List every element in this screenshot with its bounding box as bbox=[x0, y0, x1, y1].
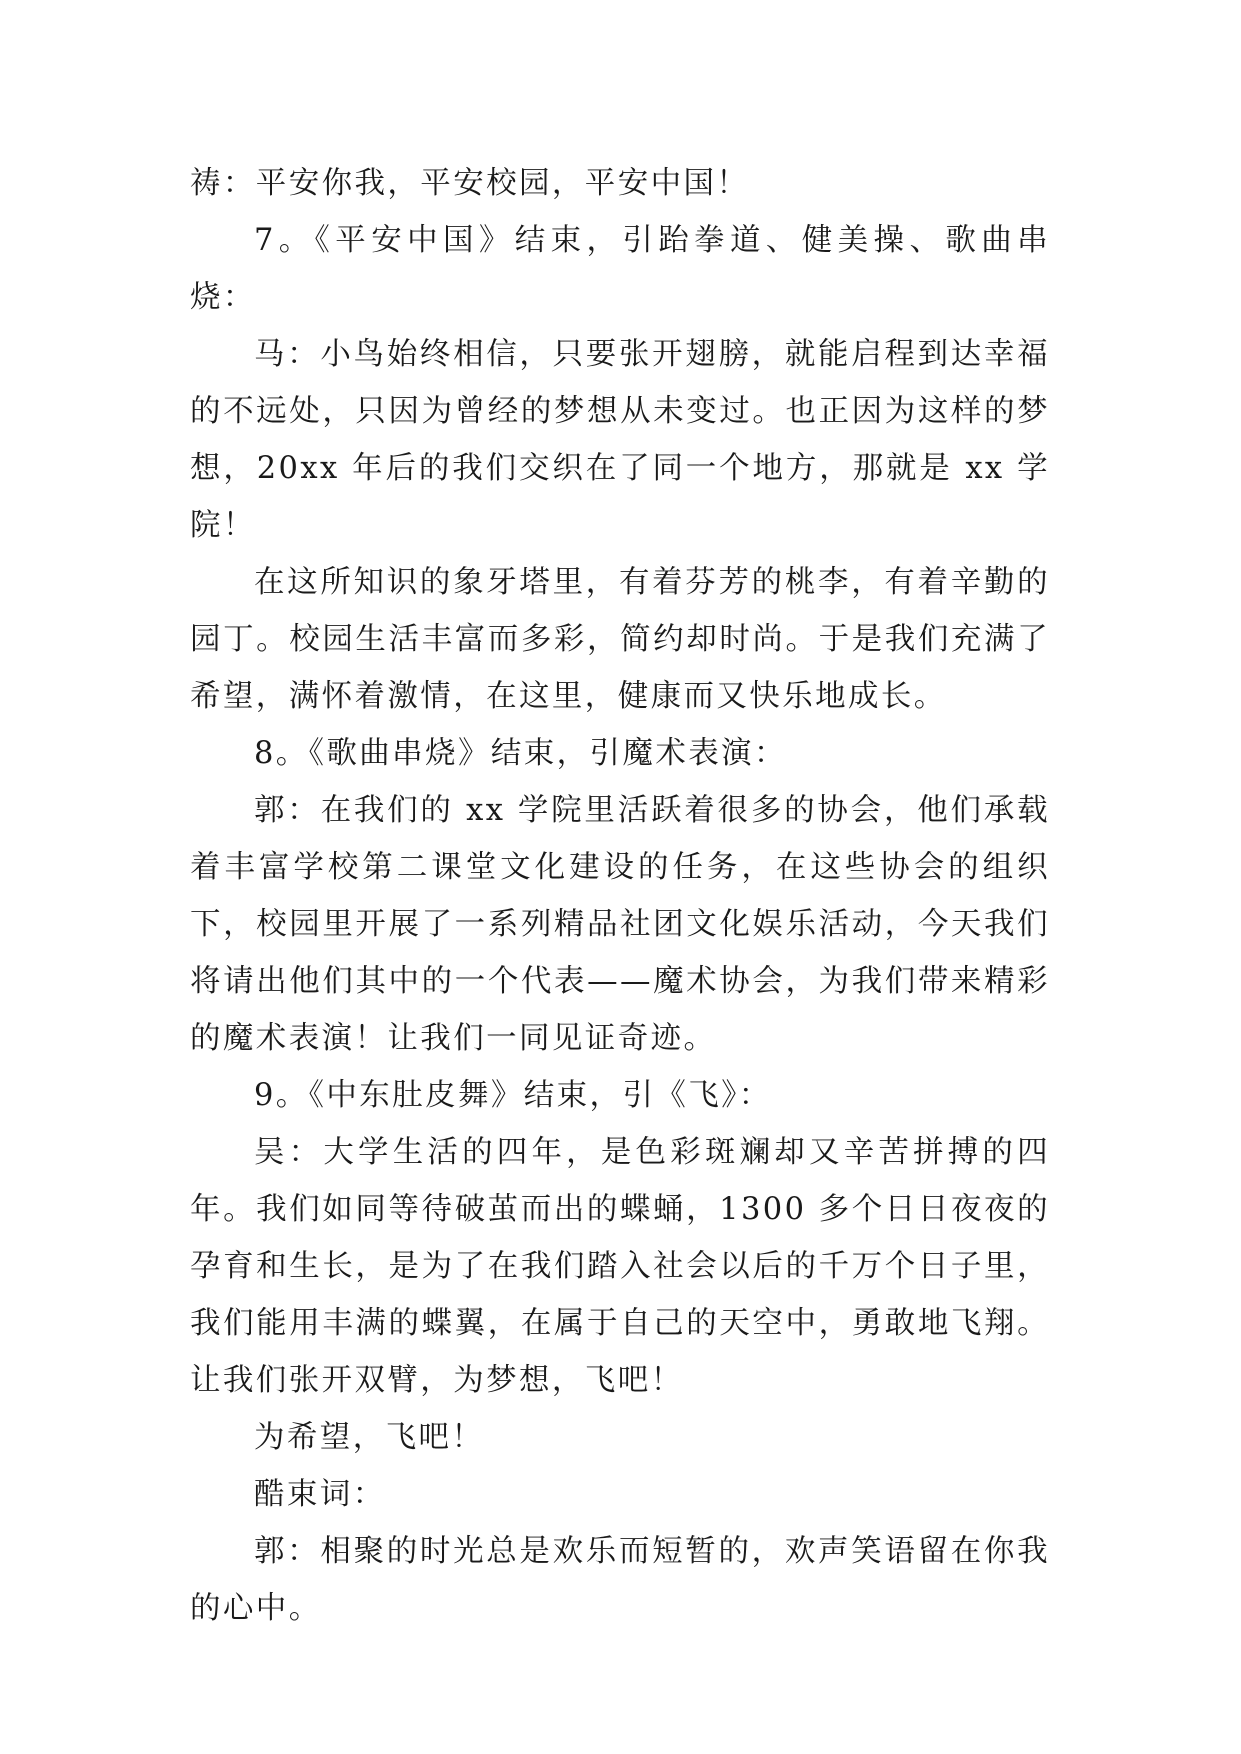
paragraph-guo-closing: 郭：相聚的时光总是欢乐而短暂的，欢声笑语留在你我的心中。 bbox=[190, 1534, 1050, 1626]
paragraph-item-8: 8。《歌曲串烧》结束，引魔术表演： bbox=[254, 736, 787, 771]
paragraph-closing-heading: 酷束词： bbox=[254, 1477, 386, 1512]
paragraph-prayer: 祷：平安你我，平安校园，平安中国！ bbox=[190, 166, 750, 201]
paragraph-wu-speech: 吴：大学生活的四年，是色彩斑斓却又辛苦拼搏的四年。我们如同等待破茧而出的蝶蛹，1300 多个日日夜夜的孕育和生长，是为了在我们踏入社会以后的千万个日子里，我们能用丰满的蝶翼，在属于自己的天空中，勇敢地飞翔。让我们张开双臂，为梦想，飞吧！ bbox=[190, 1135, 1050, 1398]
paragraph-campus-life: 在这所知识的象牙塔里，有着芬芳的桃李，有着辛勤的园丁。校园生活丰富而多彩，简约却时尚。于是我们充满了希望，满怀着激情，在这里，健康而又快乐地成长。 bbox=[190, 565, 1050, 714]
paragraph-item-9: 9。《中东肚皮舞》结束，引《飞》： bbox=[254, 1078, 772, 1113]
paragraph-hope: 为希望，飞吧！ bbox=[254, 1420, 485, 1455]
document-body bbox=[190, 155, 1050, 1637]
paragraph-guo-speech: 郭：在我们的 xx 学院里活跃着很多的协会，他们承载着丰富学校第二课堂文化建设的任务，在这些协会的组织下，校园里开展了一系列精品社团文化娱乐活动，今天我们将请出他们其中的一个代表——魔术协会，为我们带来精彩的魔术表演！让我们一同见证奇迹。 bbox=[190, 793, 1050, 1056]
paragraph-item-7: 7。《平安中国》结束，引跆拳道、健美操、歌曲串烧： bbox=[190, 223, 1050, 315]
paragraph-ma-speech: 马：小鸟始终相信，只要张开翅膀，就能启程到达幸福的不远处，只因为曾经的梦想从未变过。也正因为这样的梦想，20xx 年后的我们交织在了同一个地方，那就是 xx 学院！ bbox=[190, 337, 1050, 543]
